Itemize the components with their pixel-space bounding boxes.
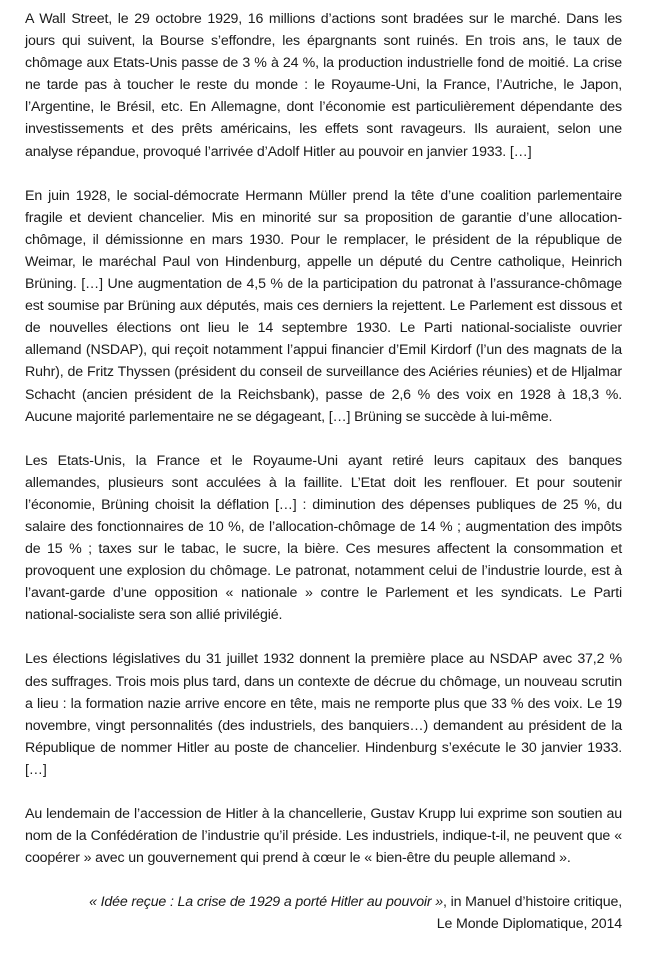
paragraph-krupp-support: Au lendemain de l’accession de Hitler à la chancellerie, Gustav Krupp lui exprime son soutien au nom de la Confédération de l’industrie qu’il préside. Les industriels, indique-t-il, ne peuvent que « coopérer » avec un gouvernement qui prend à cœur le « bien-être du peuple allemand ».: [25, 806, 622, 867]
citation-title: « Idée reçue : La crise de 1929 a porté Hitler au pouvoir »: [89, 894, 444, 911]
citation: [25, 891, 622, 935]
paragraph-deflation: Les Etats-Unis, la France et le Royaume-Uni ayant retiré leurs capitaux des banques allemandes, plusieurs sont acculées à la faillite. L’Etat doit les renflouer. Et pour soutenir l’économie, Brüning choisit la déflation […] : diminution des dépenses publiques de 25 %, du salaire des fonctionnaires de 10 %, de l’allocation-chômage de 14 % ; augmentation des impôts de 15 % ; taxes sur le tabac, le sucre, la bière. Ces mesures affectent la consommation et provoquent une explosion du chômage. Le patronat, notamment celui de l’industrie lourde, est à l’avant-garde d’une opposition « nationale » contre le Parlement et les syndicats. Le Parti national-socialiste sera son allié privilégié.: [25, 452, 622, 624]
citation-source: , in Manuel d’histoire critique,: [443, 894, 622, 911]
paragraph-muller-bruning: En juin 1928, le social-démocrate Hermann Müller prend la tête d’une coalition parlementaire fragile et devient chancelier. Mis en minorité sur sa proposition de garantie d’une allocation-chômage, il démissionne en mars 1930. Pour le remplacer, le président de la république de Weimar, le maréchal Paul von Hindenburg, appelle un député du Centre catholique, Heinrich Brüning. […] Une augmentation de 4,5 % de la participation du patronat à l’assurance-chômage est soumise par Brüning aux députés, mais ces derniers la rejettent. Le Parlement est dissous et de nouvelles élections ont lieu le 14 septembre 1930. Le Parti national-socialiste ouvrier allemand (NSDAP), qui reçoit notamment l’appui financier d’Emil Kirdorf (l’un des magnats de la Ruhr), de Fritz Thyssen (président du conseil de surveillance des Aciéries réunies) et de Hljalmar Schacht (ancien président de la Reichsbank), passe de 2,6 % des voix en 1928 à 18,3 %. Aucune majorité parlementaire ne se dégageant, […] Brüning se succède à lui-même.: [25, 187, 622, 425]
paragraph-elections-1932: Les élections législatives du 31 juillet 1932 donnent la première place au NSDAP avec 37,2 % des suffrages. Trois mois plus tard, dans un contexte de décrue du chômage, un nouveau scrutin a lieu : la formation nazie arrive encore en tête, mais ne remporte plus que 33 % des voix. Le 19 novembre, vingt personnalités (des industriels, des banquiers…) demandent au président de la République de nommer Hitler au poste de chancelier. Hindenburg s’exécute le 30 janvier 1933. […]: [25, 651, 622, 778]
paragraph-wall-street-crash: A Wall Street, le 29 octobre 1929, 16 millions d’actions sont bradées sur le marché. Dans les jours qui suivent, la Bourse s’effondre, les épargnants sont ruinés. En trois ans, le taux de chômage aux Etats-Unis passe de 3 % à 24 %, la production industrielle fond de moitié. La crise ne tarde pas à toucher le reste du monde : le Royaume-Uni, la France, l’Autriche, le Japon, l’Argentine, le Brésil, etc. En Allemagne, dont l’économie est particulièrement dépendante des investissements et des prêts américains, les effets sont ravageurs. Ils auraient, selon une analyse répandue, provoqué l’arrivée d’Adolf Hitler au pouvoir en janvier 1933. […]: [25, 11, 622, 160]
citation-publisher: Le Monde Diplomatique, 2014: [436, 916, 622, 933]
